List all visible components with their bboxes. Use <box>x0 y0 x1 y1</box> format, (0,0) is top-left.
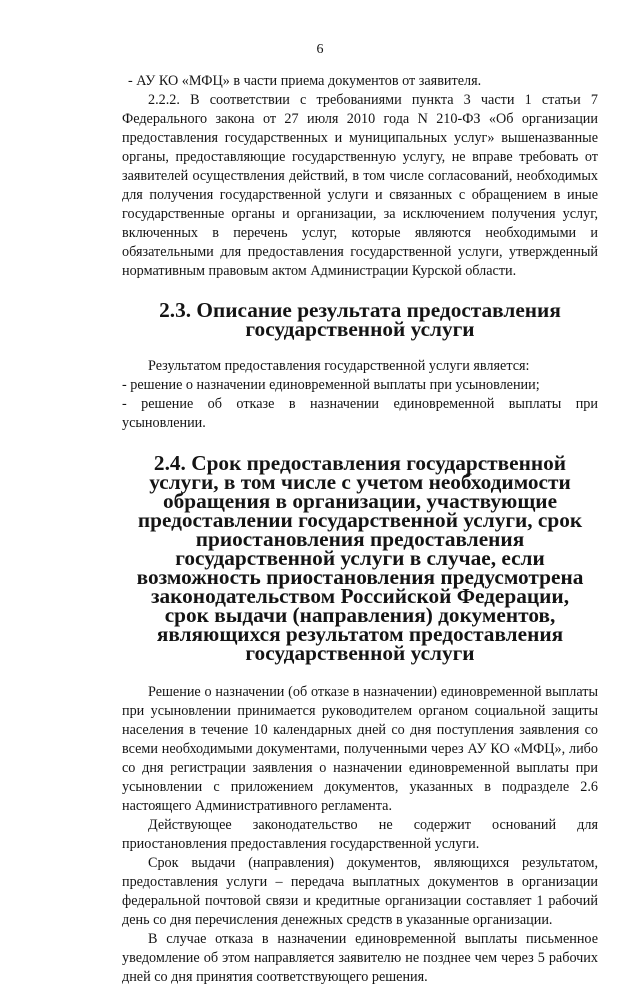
paragraph-decision-term: Решение о назначении (об отказе в назначении) единовременной выплаты при усыновлении принимается руководителем органом социальной защиты населения в течение 10 календарных дней со дня поступления заявления со всеми необходимыми документами, полученными через АУ КО «МФЦ», либо со дня регистрации заявления о назначении единовременной выплаты при усыновлении с приложением документов, указанных в подразделе 2.6 настоящего Административного регламента. <box>122 684 598 814</box>
paragraph-mfc-intake: - АУ КО «МФЦ» в части приема документов от заявителя. <box>128 73 482 89</box>
list-item-refusal-decision: - решение об отказе в назначении единовременной выплаты при усыновлении. <box>122 396 598 431</box>
page-number: 6 <box>316 42 324 57</box>
paragraph-issuance-term: Срок выдачи (направления) документов, являющихся результатом, предоставления услуги – передача выплатных документов в организации федеральной почтовой связи и кредитные организации составляет 1 рабочий день со дня перечисления денежных средств в указанные организации. <box>122 855 598 928</box>
section-heading-2-3: 2.3. Описание результата предоставления государственной услуги <box>159 298 561 341</box>
section-heading-2-4: 2.4. Срок предоставления государственной услуги, в том числе с учетом необходимости обращения в организации, участвующие предоставлении государственной услуги, срок приостановления предоставления государственной услуги в случае, если возможность приостановления предусмотрена законодательством Российской Федерации, срок выдачи (направления) документов, являющихся результатом предоставления государственной услуги <box>136 451 584 665</box>
paragraph-no-suspension: Действующее законодательство не содержит оснований для приостановления предоставления государственной услуги. <box>122 817 598 852</box>
list-item-grant-decision: - решение о назначении единовременной выплаты при усыновлении; <box>122 377 540 393</box>
paragraph-refusal-notice: В случае отказа в назначении единовременной выплаты письменное уведомление об этом направляется заявителю не позднее чем через 5 рабочих дней со дня принятия соответствующего решения. <box>122 931 598 985</box>
document-body <box>122 72 598 987</box>
paragraph-result-intro: Результатом предоставления государственной услуги является: <box>148 358 530 374</box>
paragraph-2-2-2: 2.2.2. В соответствии с требованиями пункта 3 части 1 статьи 7 Федерального закона от 27 июля 2010 года N 210-ФЗ «Об организации предоставления государственных и муниципальных услуг» вышеназванные органы, предоставляющие государственную услугу, не вправе требовать от заявителей осуществления действий, в том числе согласований, необходимых для получения государственной услуги и связанных с обращением в иные государственные органы и организации, за исключением получения услуг, включенных в перечень услуг, которые являются необходимыми и обязательными для предоставления государственной услуги, утвержденный нормативным правовым актом Администрации Курской области. <box>122 92 598 279</box>
